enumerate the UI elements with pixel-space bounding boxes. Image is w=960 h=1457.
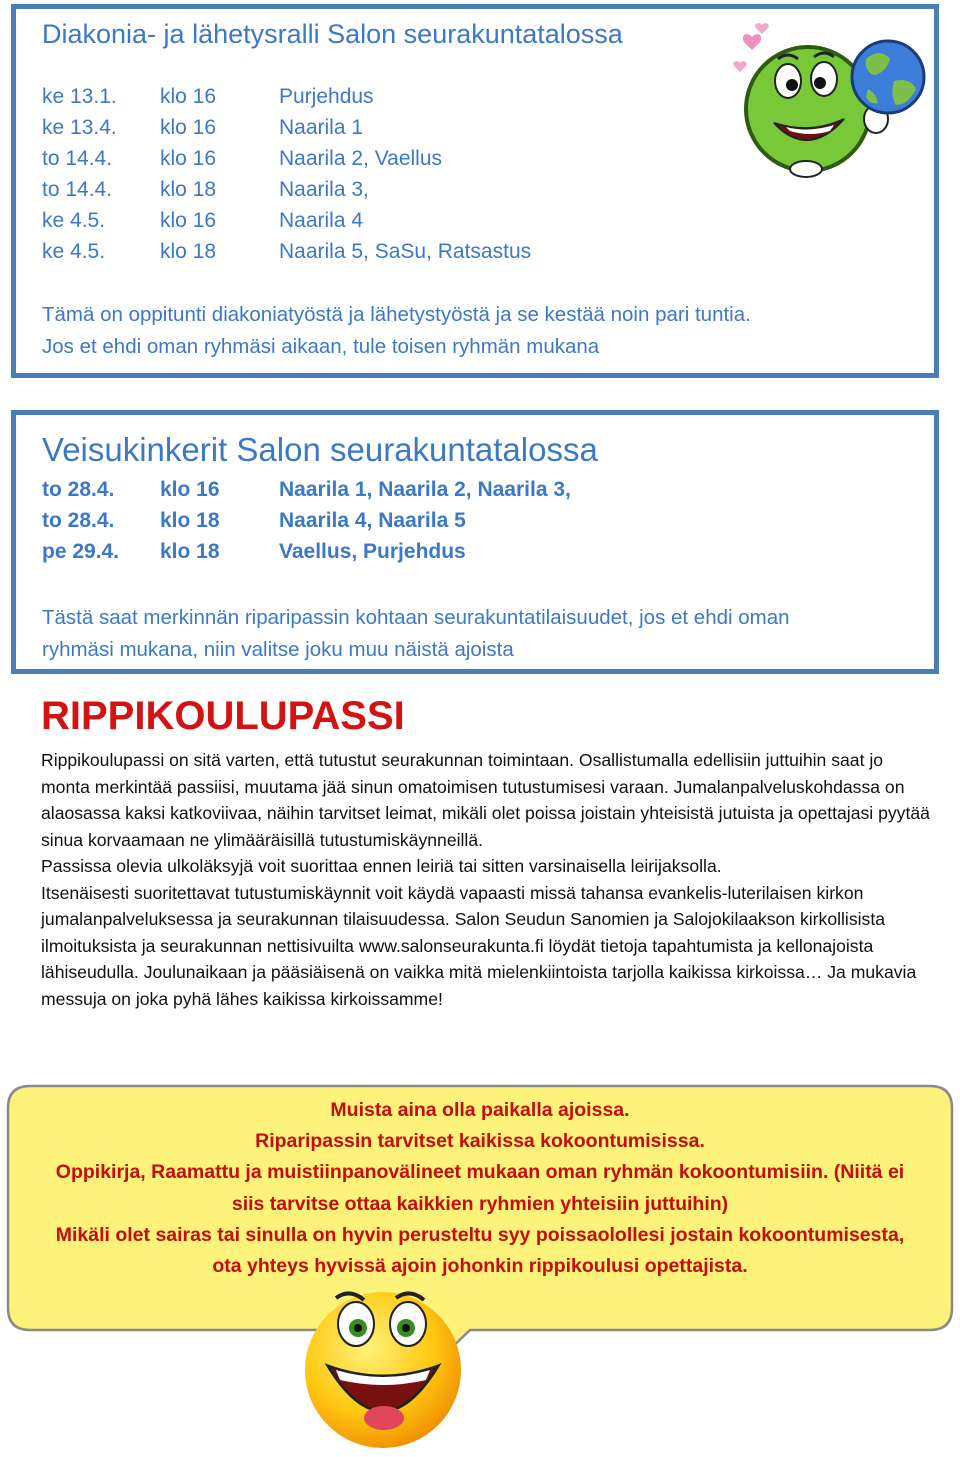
reminder-text (40, 1095, 920, 1282)
smiley-globe-icon (726, 19, 926, 179)
diakonia-box: Diakonia- ja lähetysralli Salon seurakuntatalossa ke 13.1. klo 16 Purjehdus ke 13.4. klo 16 Naarila 1 to 14.4. klo 16 Naarila 2, Vaellus to 14.4. klo 18 Naarila 3, ke 4.5. klo 16 Naarila 4 ke 4.5. klo 18 Naarila 5, SaSu, Ratsastus Tämä on oppitunti diakoniatyöstä ja lähetystyöstä ja se kestää noin pari tuntia. Jos et ehdi oman ryhmäsi aikaan, tule toisen ryhmän mukana (11, 4, 939, 378)
laughing-smiley-icon (298, 1278, 468, 1453)
reminder-line: Mikäli olet sairas tai sinulla on hyvin perusteltu syy poissaolollesi jostain kokoontumisesta, ota yhteys hyvissä ajoin johonkin rippikoulusi opettajista. (55, 1223, 905, 1278)
rippi-paragraph: Itsenäisesti suoritettavat tutustumiskäynnit voit käydä vapaasti missä tahansa evankelis-luterilaisen kirkon jumalanpalveluksessa ja seurakunnan tilaisuudessa. Salon Seudun Sanomien ja Salojokilaakson kirkollisista ilmoituksista ja seurakunnan nettisivuilta www.salonseurakunta.fi löydät tietoja tapahtumista ja kellonajoista lähiseudulla. Joulunaikaan ja pääsiäisenä on vaikka mitä mielenkiintoista tarjolla kaikissa kirkoissa… Ja mukavia messuja on joka pyhä lähes kaikissa kirkoissamme! (41, 882, 917, 1009)
reminder-line: Riparipassin tarvitset kaikissa kokoontumisissa. (255, 1130, 705, 1153)
veisu-title: Veisukinkerit Salon seurakuntatalossa (42, 431, 598, 468)
reminder-line: Oppikirja, Raamattu ja muistiinpanovälineet mukaan oman ryhmän kokoontumisiin. (Niitä ei siis tarvitse ottaa kaikkien ryhmien yhteisiin juttuihin) (55, 1161, 905, 1215)
veisu-note: Tästä saat merkinnän riparipassin kohtaan seurakuntatilaisuudet, jos et ehdi oman ryhmäsi mukana, niin valitse joku muu näistä ajoista (42, 606, 790, 661)
rippikoulupassi-heading: RIPPIKOULUPASSI (41, 694, 405, 738)
rippi-paragraph: Passissa olevia ulkoläksyjä voit suorittaa ennen leiriä tai sitten varsinaisella leirijaksolla. (41, 856, 722, 876)
reminder-line: Muista aina olla paikalla ajoissa. (330, 1099, 630, 1121)
veisu-box: Veisukinkerit Salon seurakuntatalossa to 28.4. klo 16 Naarila 1, Naarila 2, Naarila 3, to 28.4. klo 18 Naarila 4, Naarila 5 pe 29.4. klo 18 Vaellus, Purjehdus Tästä saat merkinnän riparipassin kohtaan seurakuntatilaisuudet, jos et ehdi oman ryhmäsi mukana, niin valitse joku muu näistä ajoista (11, 410, 939, 674)
diakonia-title: Diakonia- ja lähetysralli Salon seurakuntatalossa (42, 19, 623, 49)
rippikoulupassi-body (41, 747, 931, 1012)
diakonia-note: Tämä on oppitunti diakoniatyöstä ja lähetystyöstä ja se kestää noin pari tuntia. Jos et ehdi oman ryhmäsi aikaan, tule toisen ryhmän mukana (42, 303, 751, 358)
rippi-paragraph: Rippikoulupassi on sitä varten, että tutustut seurakunnan toimintaan. Osallistumalla edellisiin juttuihin saat jo monta merkintää passiisi, muutama jää sinun omatoimisen tutustumisesi varaan. Jumalanpalveluskohdassa on alaosassa kaksi katkoviivaa, näihin tarvitset leimat, mikäli olet poissa joistain yhteisistä jutuista ja opettajasi pyytää sinua korvaamaan ne ylimääräisillä tutustumiskäynneillä. (41, 750, 930, 850)
